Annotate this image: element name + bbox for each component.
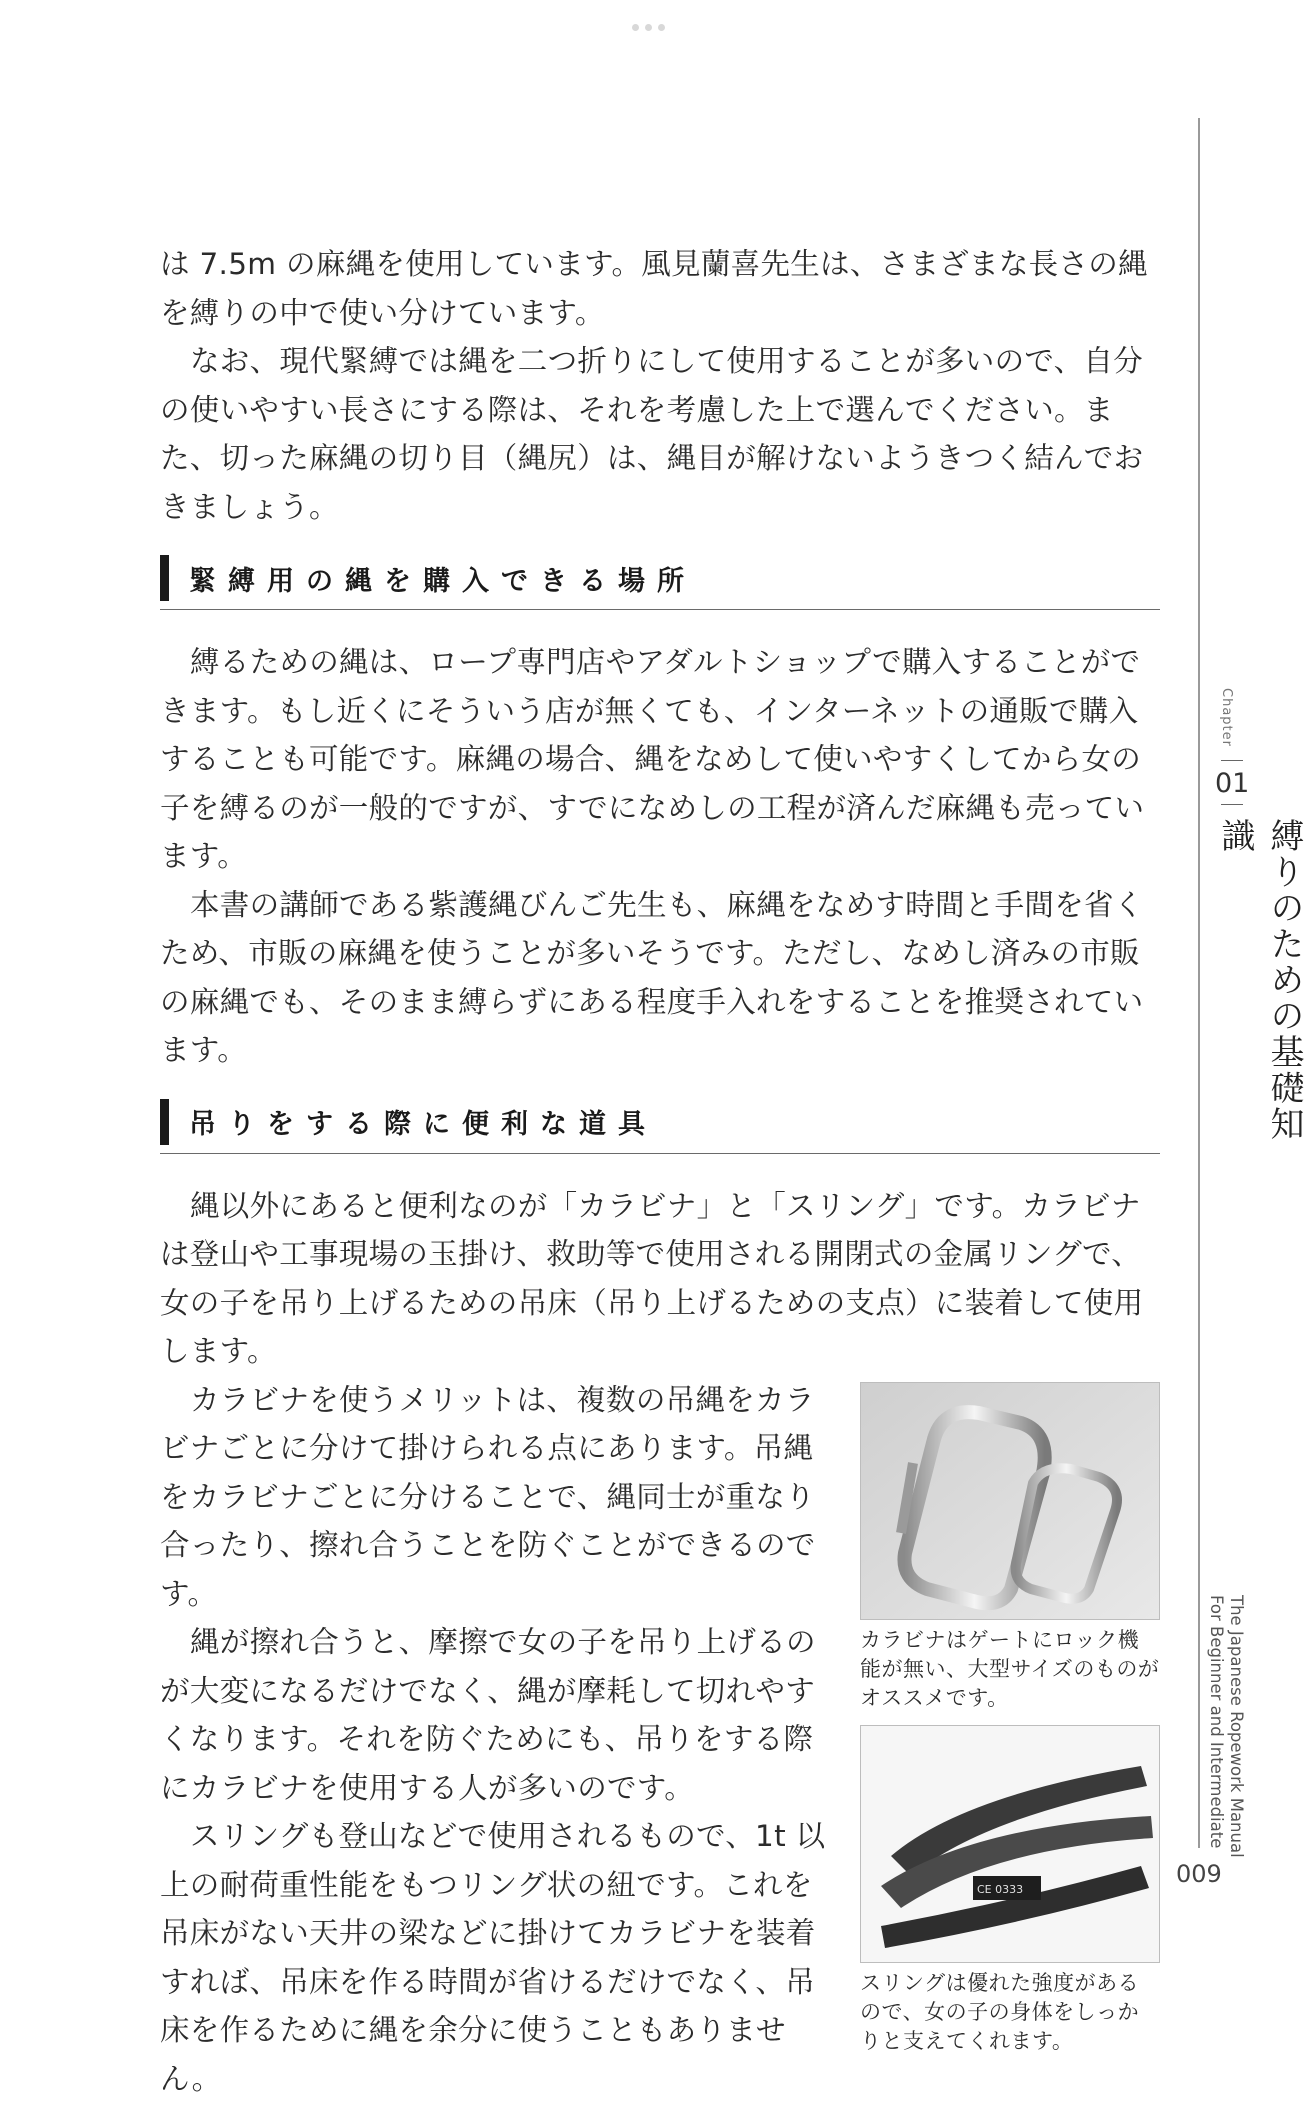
intro-paragraph-2: なお、現代緊縛では縄を二つ折りにして使用することが多いので、自分の使いやすい長さにする際は、それを考慮した上で選んでください。また、切った麻縄の切り目（縄尻）は、縄目が解けないようきつく結んでおきましょう。 [160,344,1144,524]
chapter-label: Chapter [1219,688,1234,747]
chapter-title: 縛りのための基礎知識 [1215,818,1304,1142]
carabiner-icon [861,1383,1159,1619]
chapter-tab [1211,688,1304,1168]
heading-bar [160,555,169,601]
book-title-line2: For Beginner and Intermediate [1207,1595,1226,1849]
book-title [1206,1595,1246,1858]
chapter-number: 01 [1215,768,1250,799]
book-title-line1: The Japanese Ropework Manual [1227,1595,1246,1858]
page-indicator-dots [632,24,665,31]
heading-bar [160,1099,169,1145]
sling-photo [860,1725,1160,1963]
figure-column [860,1382,1160,2056]
sidebar-divider [1198,118,1200,1848]
chapter-num-rule-bottom [1221,804,1243,805]
section1-paragraph-1: 縛るための縄は、ロープ専門店やアダルトショップで購入することができます。もし近くにそういう店が無くても、インターネットの通販で購入することも可能です。麻縄の場合、縄をなめして使いやすくしてから女の子を縛るのが一般的ですが、すでになめしの工程が済んだ麻縄も売っています。 [160,645,1145,873]
section2-paragraph-1: 縄以外にあると便利なのが「カラビナ」と「スリング」です。カラビナは登山や工事現場の玉掛け、救助等で使用される開閉式の金属リングで、女の子を吊り上げるための吊床（吊り上げるための支点）に装着して使用します。 [160,1188,1144,1368]
sling-tag-text: CE 0333 [977,1882,1024,1896]
carabiner-photo [860,1382,1160,1620]
section-heading-1 [160,555,1160,610]
sling-icon [861,1726,1159,1962]
chapter-num-rule-top [1221,760,1243,761]
main-text-column [160,240,1160,2103]
figure2-caption: スリングは優れた強度があるので、女の子の身体をしっかりと支えてくれます。 [860,1970,1140,2053]
section2-paragraph-3: 縄が擦れ合うと、摩擦で女の子を吊り上げるのが大変になるだけでなく、縄が摩耗して切れやすくなります。それを防ぐためにも、吊りをする際にカラビナを使用する人が多いのです。 [160,1625,816,1805]
figure1-caption: カラビナはゲートにロック機能が無い、大型サイズのものがオススメです。 [860,1627,1160,1710]
intro-paragraph-1: は 7.5m の麻縄を使用しています。風見蘭喜先生は、さまざまな長さの縄を縛りの中で使い分けています。 [160,247,1148,330]
section2-paragraph-2: カラビナを使うメリットは、複数の吊縄をカラビナごとに分けて掛けられる点にあります。吊縄をカラビナごとに分けることで、縄同士が重なり合ったり、擦れ合うことを防ぐことができるのです。 [160,1382,816,1611]
section-heading-1-text: 緊縛用の縄を購入できる場所 [189,565,696,597]
section-heading-2-text: 吊りをする際に便利な道具 [189,1109,657,1140]
section1-paragraph-2: 本書の講師である紫護縄びんご先生も、麻縄をなめす時間と手間を省くため、市販の麻縄を使うことが多いそうです。ただし、なめし済みの市販の麻縄でも、そのまま縛らずにある程度手入れをすることを推奨されています。 [160,887,1144,1067]
page-number: 009 [1176,1860,1222,1888]
section2-paragraph-4: スリングも登山などで使用されるもので、1t 以上の耐荷重性能をもつリング状の紐です。これを吊床がない天井の梁などに掛けてカラビナを装着すれば、吊床を作る時間が省けるだけでなく、吊床を作るために縄を余分に使うこともありません。 [160,1819,826,2096]
section-heading-2 [160,1099,1160,1154]
